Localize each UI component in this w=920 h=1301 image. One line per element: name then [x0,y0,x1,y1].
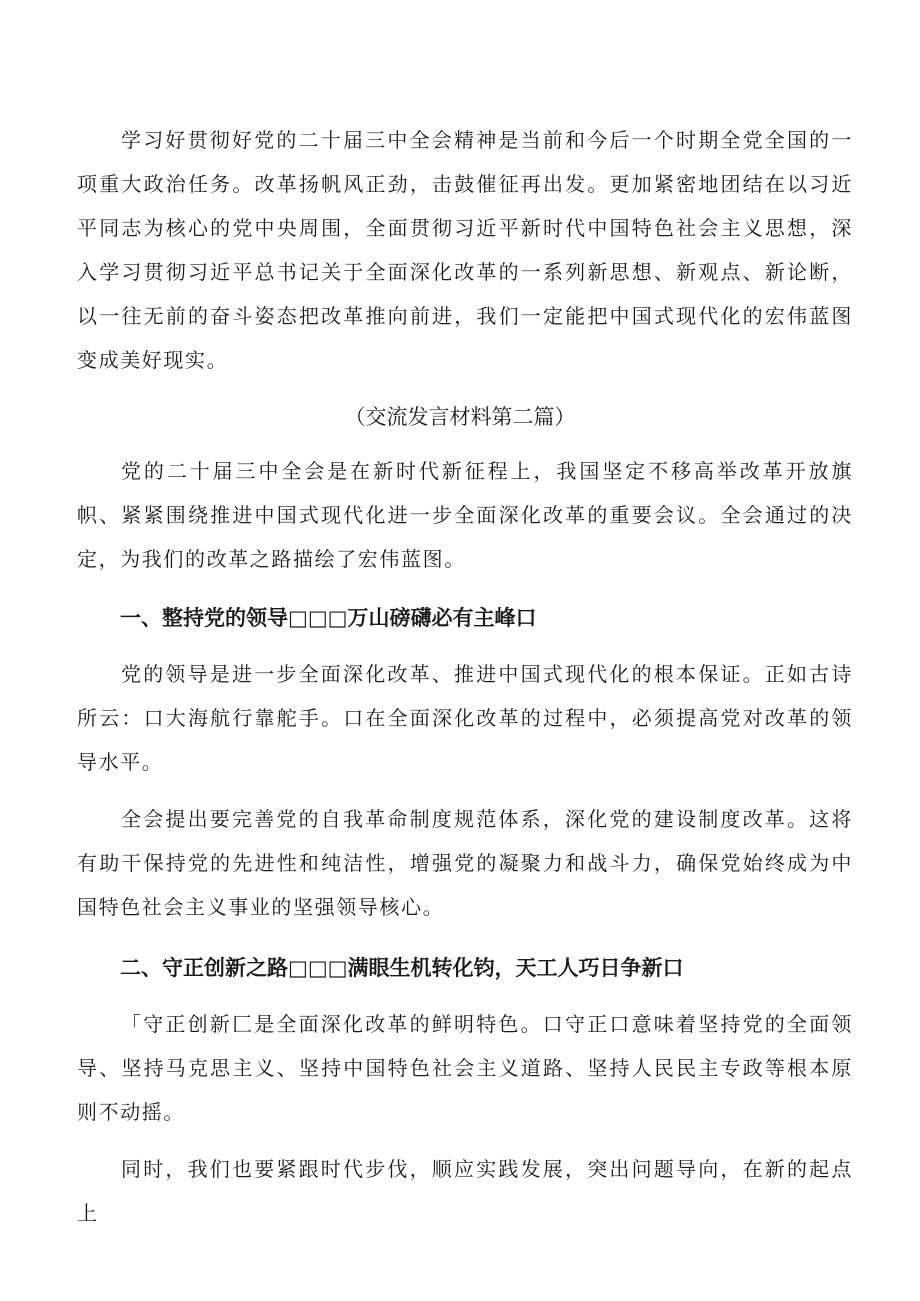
paragraph-4: 全会提出要完善党的自我革命制度规范体系，深化党的建设制度改革。这将有助干保持党的先进性和纯洁性，增强党的凝聚力和战斗力，确保党始终成为中国特色社会主义事业的坚强领导核心。 [77,807,853,919]
paragraph-3: 党的领导是进一步全面深化改革、推进中国式现代化的根本保证。正如古诗所云：口大海航行靠舵手。口在全面深化改革的过程中，必须提高党对改革的领导水平。 [77,662,853,774]
intro-paragraph: 学习好贯彻好党的二十届三中全会精神是当前和今后一个时期全党全国的一项重大政治任务。改革扬帆风正劲，击鼓催征再出发。更加紧密地团结在以习近平同志为核心的党中央周围，全面贯彻习近平新时代中国特色社会主义思想，深入学习贯彻习近平总书记关于全面深化改革的一系列新思想、新观点、新论断，以一往无前的奋斗姿态把改革推向前进，我们一定能把中国式现代化的宏伟蓝图变成美好现实。 [77,128,853,372]
paragraph-5: 「守正创新匚是全面深化改革的鲜明特色。口守正口意味着坚持党的全面领导、坚持马克思主义、坚持中国特色社会主义道路、坚持人民民主专政等根本原则不动摇。 [77,1012,853,1124]
paragraph-2: 党的二十届三中全会是在新时代新征程上，我国坚定不移高举改革开放旗帜、紧紧围绕推进中国式现代化进一步全面深化改革的重要会议。全会通过的决定，为我们的改革之路描绘了宏伟蓝图。 [77,459,853,571]
paragraph-6: 同时，我们也要紧跟时代步伐，顺应实践发展，突出问题导向，在新的起点上 [77,1157,853,1225]
heading-2: 二、守正创新之路□□□满眼生机转化钧，天工人巧日争新口 [120,956,684,980]
section-title: （交流发言材料第二篇） [344,405,576,429]
heading-1: 一、整持党的领导□□□万山磅礴必有主峰口 [120,606,537,630]
